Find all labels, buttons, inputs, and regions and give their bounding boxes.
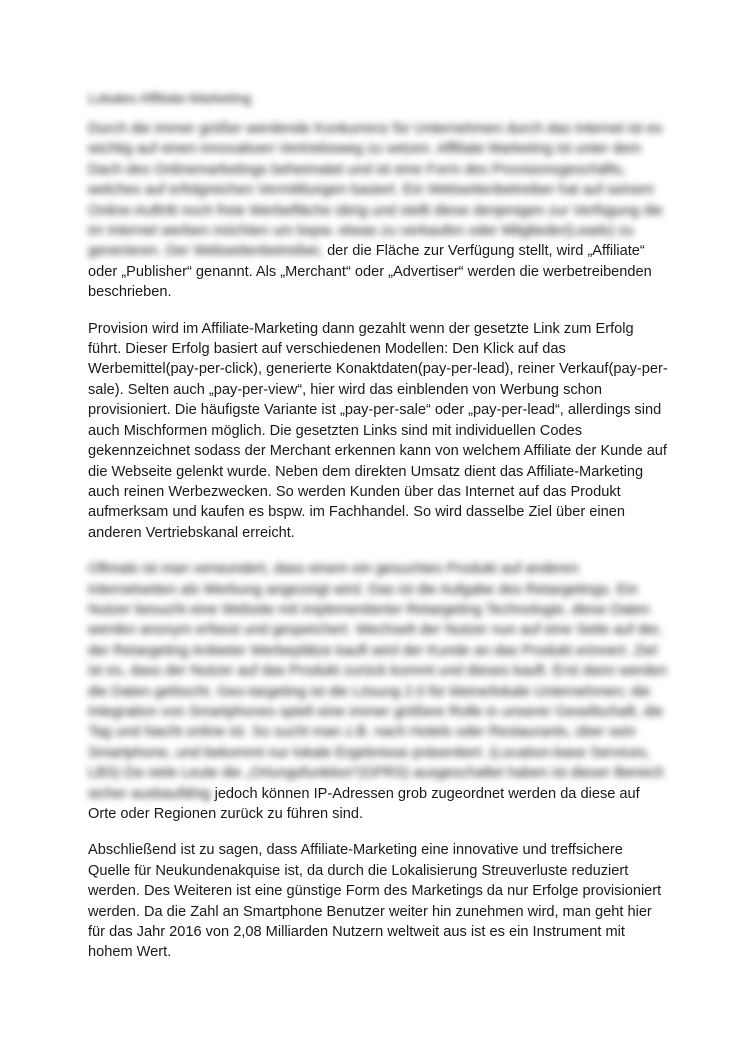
paragraph-3-blurred-text: Oftmals ist man verwundert, dass einem ein gesuchtes Produkt auf anderen Internetseiten als Werbung angezeigt wird. Das ist die Aufgabe des Retargetings. Ein Nutzer besucht eine Website mit implementierter Retargeting Technologie, diese Daten werden anonym erfasst und gespeichert. Wechselt der Nutzer nun auf eine Seite auf der, der Retargeting Anbieter Werbeplätze kauft wird der Kunde an das Produkt erinnert. Ziel ist es, dass der Nutzer auf das Produkt zurück kommt und dieses kauft. Erst dann werden die Daten gelöscht. Geo-targeting ist die Lösung 2.0 für kleine/lokale Unternehmen; die Integration von Smartphones spielt eine immer größere Rolle in unserer Gesellschaft, die Tag und Nacht online ist. So sucht man z.B. nach Hotels oder Restaurants, über sein Smartphone, und bekommt nur lokale Ergebnisse präsentiert. (Location-base Services, LBS) Da viele Leute die „Ortungsfunktion“(GPRS) ausgeschaltet haben ist dieser Bereich sicher ausbaufähig (88, 561, 668, 802)
paragraph-3-visible-text: jedoch können IP-Adressen grob zugeordnet werden da diese auf Orte oder Regionen zurück zu führen sind. (88, 785, 640, 822)
paragraph-3 (88, 559, 668, 824)
paragraph-2: Provision wird im Affiliate-Marketing dann gezahlt wenn der gesetzte Link zum Erfolg führt. Dieser Erfolg basiert auf verschiedenen Modellen: Den Klick auf das Werbemittel(pay-per-click), generierte Konaktdaten(pay-per-lead), reiner Verkauf(pay-per-sale). Selten auch „pay-per-view“, hier wird das einblenden von Werbung schon provisioniert. Die häufigste Variante ist „pay-per-sale“ oder „pay-per-lead“, allerdings sind auch Mischformen möglich. Die gesetzten Links sind mit individuellen Codes gekennzeichnet sodass der Merchant erkennen kann von welchem Affiliate der Kunde auf die Webseite gelenkt wurde. Neben dem direkten Umsatz dient das Affiliate-Marketing auch reinen Werbezwecken. So werden Kunden über das Internet auf das Produkt aufmerksam und kaufen es bspw. im Fachhandel. So wird dasselbe Ziel über einen anderen Vertriebskanal erreicht. (88, 320, 668, 541)
paragraph-1 (88, 119, 668, 303)
document-title: Lokales Affiliate-Marketing (88, 90, 252, 106)
document-page (88, 88, 668, 979)
paragraph-1-visible-text: der die Fläche zur Verfügung stellt, wird „Affiliate“ oder „Publisher“ genannt. Als „Merchant“ oder „Advertiser“ werden die werbetreibenden beschrieben. (88, 243, 652, 301)
paragraph-4: Abschließend ist zu sagen, dass Affiliate-Marketing eine innovative und treffsichere Quelle für Neukundenakquise ist, da durch die Lokalisierung Streuverluste reduziert werden. Des Weiteren ist eine günstige Form des Marketings da nur Erfolge provisioniert werden. Da die Zahl an Smartphone Benutzer weiter hin zunehmen wird, man geht hier für das Jahr 2016 von 2,08 Milliarden Nutzern weltweit aus ist es ein Instrument mit hohem Wert. (88, 842, 662, 961)
paragraph-1-blurred-text: Durch die immer größer werdende Konkurrenz für Unternehmen durch das Internet ist es wichtig auf einen innovativen Vertriebsweg zu setzen. Affiliate Marketing ist unter dem Dach des Onlinemarketings beheimatet und ist eine Form des Provisionsgeschäfts, welches auf erfolgreichen Vermittlungen basiert. Ein Webseitenbetreiber hat auf seinem Online-Auftritt noch freie Werbefläche übrig und stellt diese denjenigen zur Verfügung die im Internet werben möchten um bspw. etwas zu verkaufen oder Mitglieder(Leads) zu generieren. Der Webseitenbetreiber, (88, 121, 663, 260)
